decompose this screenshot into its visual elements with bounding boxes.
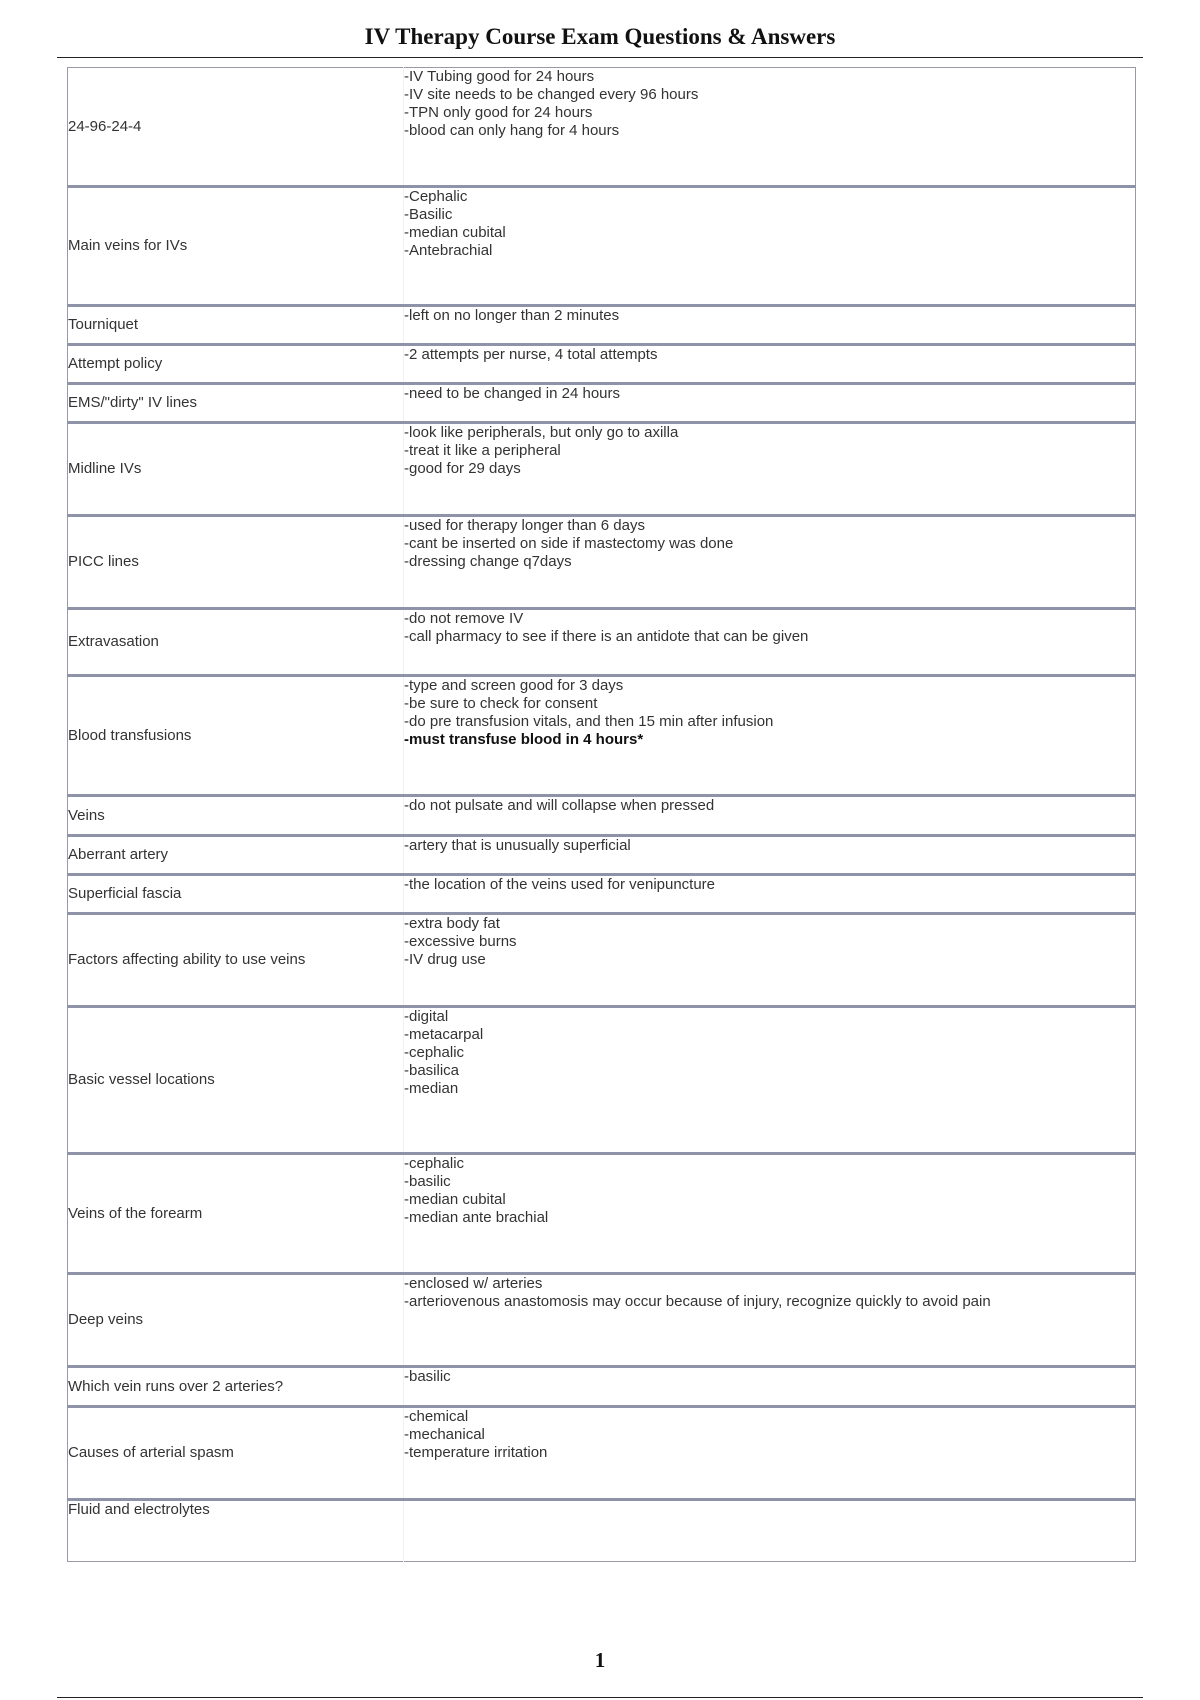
answer-cell xyxy=(404,1007,1136,1154)
answer-cell xyxy=(404,1407,1136,1500)
answer-line: -treat it like a peripheral xyxy=(404,442,561,459)
table-row xyxy=(68,516,1136,609)
answer-line: -be sure to check for consent xyxy=(404,695,598,712)
answer-line: -digital xyxy=(404,1008,449,1025)
answer-line: -cephalic xyxy=(404,1155,465,1172)
answer-line: -do not pulsate and will collapse when pressed xyxy=(404,797,715,814)
answer-line: -used for therapy longer than 6 days xyxy=(404,517,645,534)
answer-cell xyxy=(404,609,1136,676)
answer-line: -IV Tubing good for 24 hours xyxy=(404,68,595,85)
question-cell: Extravasation xyxy=(68,633,159,650)
answer-cell xyxy=(404,676,1136,796)
header-divider xyxy=(57,57,1143,58)
answer-line: -chemical xyxy=(404,1408,469,1425)
question-cell: PICC lines xyxy=(68,553,139,570)
answer-line: -Basilic xyxy=(404,206,453,223)
answer-line: -median ante brachial xyxy=(404,1209,549,1226)
answer-line: -left on no longer than 2 minutes xyxy=(404,307,620,324)
answer-line: -IV drug use xyxy=(404,951,486,968)
question-cell: Blood transfusions xyxy=(68,726,192,744)
table-row xyxy=(68,1407,1136,1500)
answer-line: -median xyxy=(404,1080,459,1097)
answer-line: -basilic xyxy=(404,1368,451,1385)
question-cell: 24-96-24-4 xyxy=(68,117,142,135)
table-row xyxy=(68,676,1136,796)
answer-cell xyxy=(404,1367,1136,1407)
table-row xyxy=(68,68,1136,187)
answer-cell xyxy=(404,516,1136,609)
answer-line: -Cephalic xyxy=(404,188,468,205)
question-cell: Causes of arterial spasm xyxy=(68,1444,234,1461)
answer-cell xyxy=(404,306,1136,345)
table-row xyxy=(68,796,1136,836)
table-row xyxy=(68,609,1136,676)
question-cell: Basic vessel locations xyxy=(68,1071,215,1088)
table-row xyxy=(68,187,1136,306)
question-cell: Veins of the forearm xyxy=(68,1204,203,1222)
table-row xyxy=(68,1367,1136,1407)
question-cell: Aberrant artery xyxy=(68,846,169,863)
answer-line: -good for 29 days xyxy=(404,460,521,477)
answer-cell xyxy=(404,836,1136,875)
page-number: 1 xyxy=(594,1648,606,1672)
question-cell: Midline IVs xyxy=(68,460,142,477)
answer-line: -2 attempts per nurse, 4 total attempts xyxy=(404,346,658,363)
answer-line: -median cubital xyxy=(404,1191,506,1208)
question-cell: EMS/"dirty" IV lines xyxy=(68,394,198,411)
answer-line: -look like peripherals, but only go to axilla xyxy=(404,424,679,441)
answer-line: -dressing change q7days xyxy=(404,553,572,570)
table-row xyxy=(68,384,1136,423)
question-cell: Attempt policy xyxy=(68,355,163,372)
table-row xyxy=(68,1154,1136,1274)
table-row xyxy=(68,914,1136,1007)
answer-cell xyxy=(404,68,1136,187)
answer-line: -metacarpal xyxy=(404,1026,484,1043)
table-row xyxy=(68,1500,1136,1562)
answer-line: -blood can only hang for 4 hours xyxy=(404,122,620,139)
footer-divider xyxy=(57,1697,1143,1698)
answer-line: -basilica xyxy=(404,1062,460,1079)
answer-line: -do not remove IV xyxy=(404,610,524,627)
answer-line-emphasis: -must transfuse blood in 4 hours* xyxy=(404,731,644,748)
answer-cell xyxy=(404,875,1136,914)
question-cell: Deep veins xyxy=(68,1311,144,1328)
answer-line: -enclosed w/ arteries xyxy=(404,1275,543,1292)
answer-line: -mechanical xyxy=(404,1426,485,1443)
answer-line: -cant be inserted on side if mastectomy was done xyxy=(404,535,734,552)
answer-line: -IV site needs to be changed every 96 hours xyxy=(404,86,699,103)
answer-cell xyxy=(404,384,1136,423)
answer-cell xyxy=(404,187,1136,306)
question-cell: Main veins for IVs xyxy=(68,237,188,254)
answer-line: -artery that is unusually superficial xyxy=(404,837,631,854)
answer-line: -cephalic xyxy=(404,1044,465,1061)
question-cell: Tourniquet xyxy=(68,316,139,333)
table-row xyxy=(68,1274,1136,1367)
answer-line: -need to be changed in 24 hours xyxy=(404,385,620,402)
answer-cell xyxy=(404,423,1136,516)
question-cell: Superficial fascia xyxy=(68,885,182,902)
table-row xyxy=(68,345,1136,384)
answer-cell xyxy=(404,1274,1136,1367)
answer-line: -extra body fat xyxy=(404,915,500,932)
qa-table xyxy=(67,67,1136,1562)
table-row xyxy=(68,836,1136,875)
question-cell: Factors affecting ability to use veins xyxy=(68,951,306,968)
answer-line: -temperature irritation xyxy=(404,1444,548,1461)
answer-line: -TPN only good for 24 hours xyxy=(404,104,593,121)
question-cell: Veins xyxy=(68,806,105,824)
answer-cell xyxy=(404,796,1136,836)
table-row xyxy=(68,1007,1136,1154)
answer-cell xyxy=(404,1154,1136,1274)
answer-line: -median cubital xyxy=(404,224,506,241)
answer-cell xyxy=(404,914,1136,1007)
answer-line: -type and screen good for 3 days xyxy=(404,677,624,694)
answer-line: -the location of the veins used for venipuncture xyxy=(404,876,716,893)
answer-line: -excessive burns xyxy=(404,933,517,950)
question-cell: Which vein runs over 2 arteries? xyxy=(68,1377,284,1395)
answer-line: -do pre transfusion vitals, and then 15 min after infusion xyxy=(404,713,774,730)
answer-cell xyxy=(404,345,1136,384)
table-row xyxy=(68,306,1136,345)
document-title: IV Therapy Course Exam Questions & Answers xyxy=(364,24,836,49)
table-row xyxy=(68,423,1136,516)
question-cell: Fluid and electrolytes xyxy=(68,1501,210,1518)
answer-line: -arteriovenous anastomosis may occur because of injury, recognize quickly to avoid pain xyxy=(404,1293,991,1310)
answer-line: -basilic xyxy=(404,1173,451,1190)
answer-cell xyxy=(404,1500,1136,1562)
answer-line: -Antebrachial xyxy=(404,242,493,259)
answer-line: -call pharmacy to see if there is an antidote that can be given xyxy=(404,628,809,645)
table-row xyxy=(68,875,1136,914)
